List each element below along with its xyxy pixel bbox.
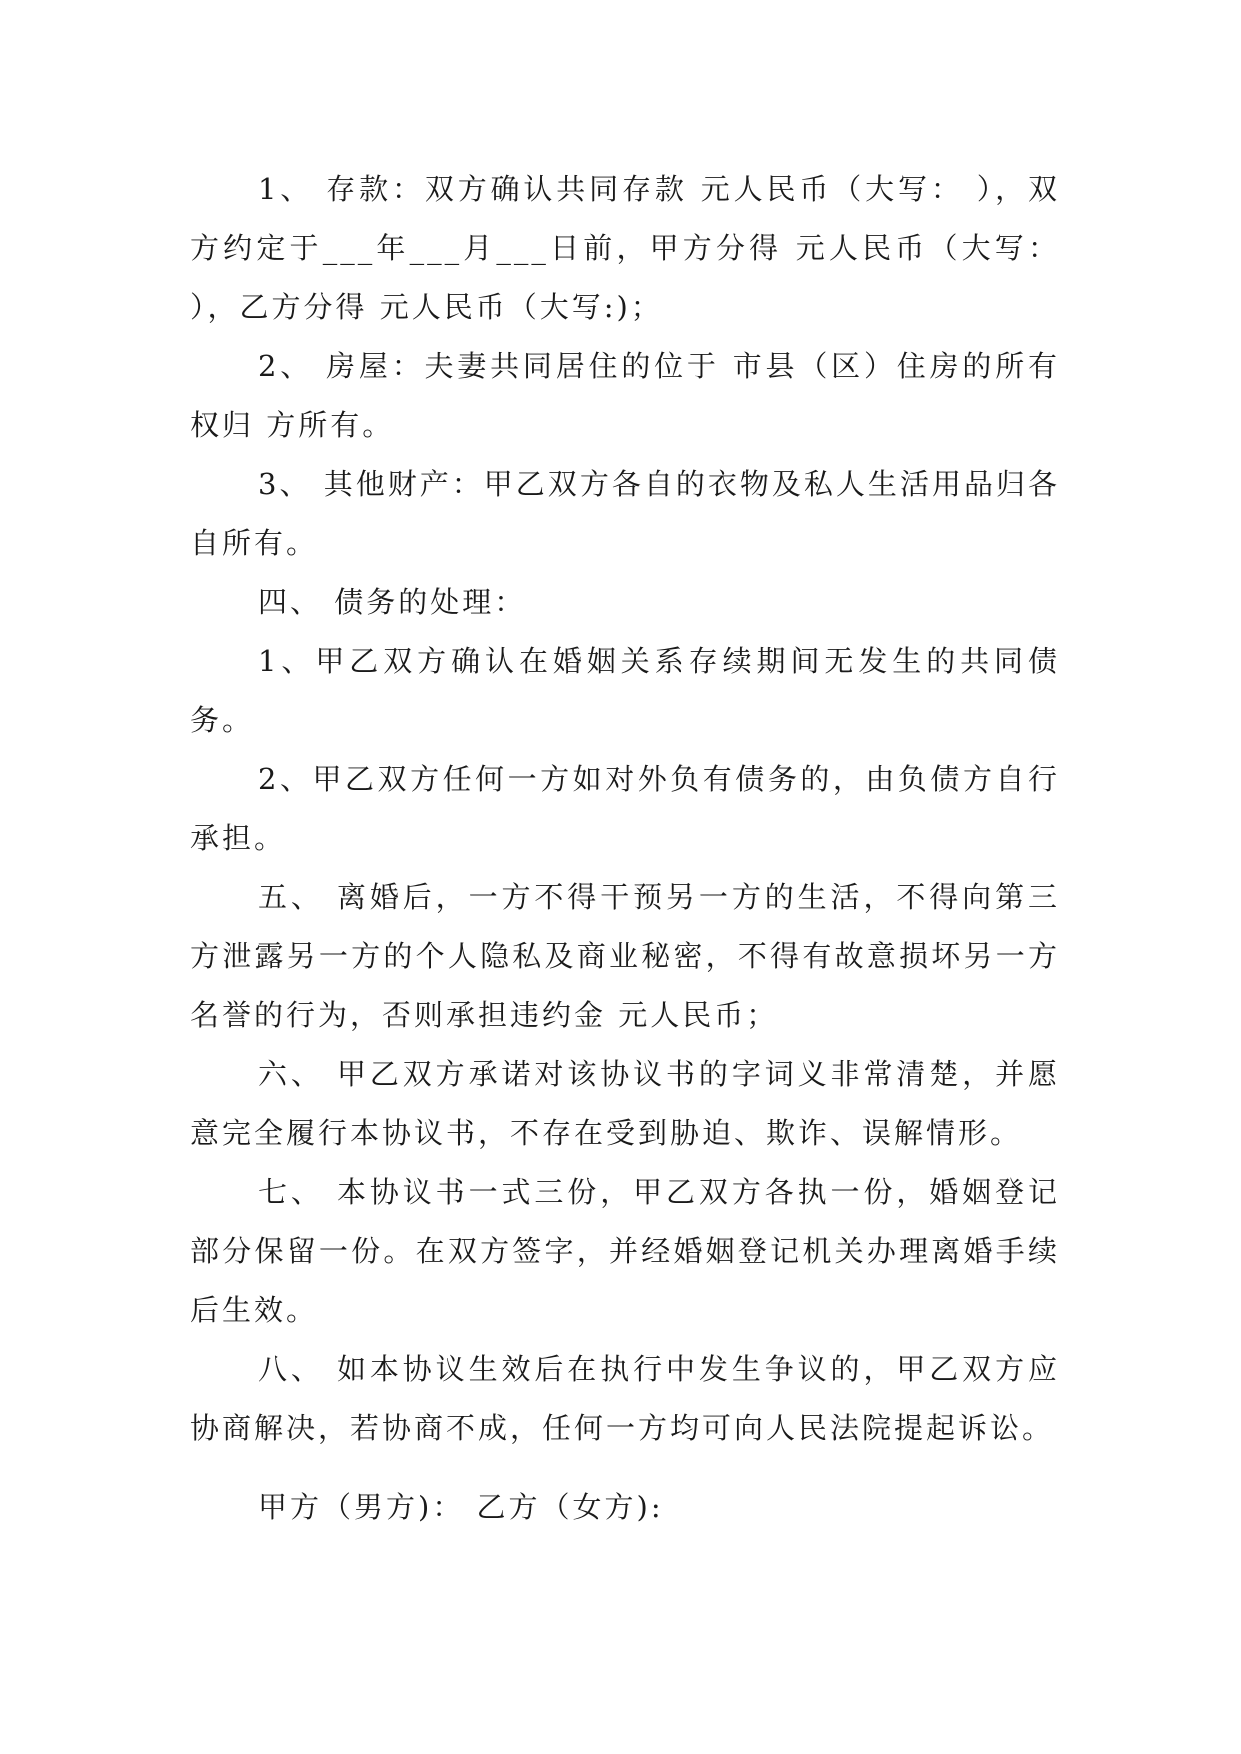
section-seven: 七、 本协议书一式三份，甲乙双方各执一份，婚姻登记部分保留一份。在双方签字，并经婚姻登记机关办理离婚手续后生效。	[190, 1175, 1060, 1327]
clause-debt-2: 2、甲乙双方任何一方如对外负有债务的，由负债方自行承担。	[190, 762, 1060, 855]
section-eight: 八、 如本协议生效后在执行中发生争议的，甲乙双方应协商解决，若协商不成，任何一方均可向人民法院提起诉讼。	[190, 1352, 1060, 1445]
clause-other-property: 3、 其他财产：甲乙双方各自的衣物及私人生活用品归各自所有。	[190, 467, 1060, 560]
clause-house: 2、 房屋：夫妻共同居住的位于 市县（区）住房的所有权归 方所有。	[190, 349, 1060, 442]
signature-line: 甲方（男方)： 乙方（女方):	[258, 1490, 664, 1524]
document-body	[190, 160, 1073, 1566]
section-six: 六、 甲乙双方承诺对该协议书的字词义非常清楚，并愿意完全履行本协议书，不存在受到胁迫、欺诈、误解情形。	[190, 1057, 1060, 1150]
section-five: 五、 离婚后，一方不得干预另一方的生活，不得向第三方泄露另一方的个人隐私及商业秘密，不得有故意损坏另一方名誉的行为，否则承担违约金 元人民币；	[190, 880, 1060, 1032]
clause-deposit: 1、 存款：双方确认共同存款 元人民币（大写： ），双方约定于___年___月___日前，甲方分得 元人民币（大写： ），乙方分得 元人民币（大写:)；	[190, 172, 1073, 324]
section-debt-heading: 四、 债务的处理：	[258, 585, 527, 619]
clause-debt-1: 1、甲乙双方确认在婚姻关系存续期间无发生的共同债务。	[190, 644, 1060, 737]
